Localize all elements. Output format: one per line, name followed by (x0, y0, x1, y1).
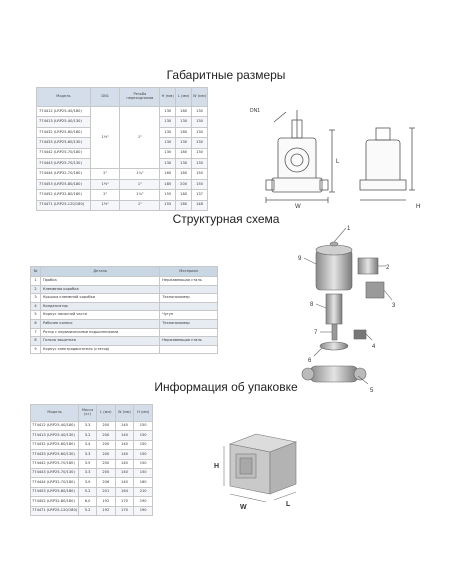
cell-model: 774452 (LRP32-80/180) (31, 497, 79, 506)
callout-4: 4 (372, 344, 376, 350)
col-header: W (мм) (192, 88, 208, 107)
cell-material: Технополимер (160, 294, 218, 303)
cell-w: 150 (192, 169, 208, 179)
cell-model: 774453 (LRP25-80/180) (31, 487, 79, 496)
callout-7: 7 (314, 330, 318, 336)
table-row (31, 506, 153, 515)
cell-w: 164 (115, 487, 134, 496)
cell-material: Нержавеющая сталь (160, 277, 218, 286)
cell-model: 774442 (LRP25-70/180) (31, 459, 79, 468)
table-row (31, 487, 153, 496)
cell-dn1: 2" (90, 190, 120, 200)
cell-material (160, 302, 218, 311)
cell-material: Технополимер (160, 319, 218, 328)
cell-thread: 1¼" (120, 169, 160, 179)
structure-title: Структурная схема (172, 212, 280, 226)
box-h-label: H (214, 463, 220, 470)
cell-mass: 6.0 (79, 497, 97, 506)
cell-w: 130 (192, 117, 208, 127)
cell-model: 774412 (LRP25-40/180) (31, 422, 79, 431)
cell-mass: 3.5 (79, 459, 97, 468)
cell-num: 1 (31, 277, 41, 286)
table-row (37, 169, 208, 179)
col-header: DN1 (90, 88, 120, 107)
cell-num: 3 (31, 294, 41, 303)
cell-thread: 1" (120, 200, 160, 210)
box-w-label: W (240, 504, 247, 510)
cell-thread-group: 1" (120, 107, 160, 169)
cell-num: 9 (31, 345, 41, 354)
cell-h: 130 (160, 158, 176, 168)
cell-h: 155 (160, 200, 176, 210)
dimensions-table (36, 87, 208, 211)
cell-mass: 5.2 (79, 487, 97, 496)
cell-mass: 5.2 (79, 506, 97, 515)
cell-l: 201 (96, 487, 115, 496)
cell-model: 774442 (LRP25-70/180) (37, 148, 91, 158)
cell-h: 150 (134, 422, 153, 431)
cell-w: 140 (115, 440, 134, 449)
callout-8: 8 (310, 302, 314, 308)
cell-dn1-group: 1½" (90, 107, 120, 169)
structure-table (30, 266, 218, 354)
cell-thread: 1" (120, 179, 160, 189)
table-row (31, 345, 218, 354)
package-box-drawing (200, 430, 310, 510)
packing-title: Информация об упаковке (154, 380, 298, 394)
cell-thread: 1¼" (120, 190, 160, 200)
cell-part: Крышка клеммной коробки (40, 294, 159, 303)
cell-h: 130 (160, 127, 176, 137)
cell-part: Клеммная коробка (40, 285, 159, 294)
cell-part: Корпус электродвигателя (статор) (40, 345, 159, 354)
h-label: H (416, 204, 421, 210)
cell-h: 185 (160, 179, 176, 189)
cell-h: 150 (134, 459, 153, 468)
cell-model: 774452 (LRP32-80/180) (37, 190, 91, 200)
cell-num: 4 (31, 302, 41, 311)
table-header-row (31, 405, 153, 422)
w-label: W (295, 204, 301, 210)
col-header: H (мм) (134, 405, 153, 422)
cell-w: 140 (115, 431, 134, 440)
col-header: Резьба переходников (120, 88, 160, 107)
cell-l: 200 (96, 459, 115, 468)
table-row (31, 450, 153, 459)
table-row (31, 440, 153, 449)
cell-w: 130 (192, 148, 208, 158)
cell-w: 140 (115, 468, 134, 477)
table-row (31, 478, 153, 487)
table-row (31, 328, 218, 337)
cell-mass: 3.9 (79, 478, 97, 487)
cell-l: 200 (96, 440, 115, 449)
col-header: Деталь (40, 267, 159, 277)
cell-l: 200 (96, 450, 115, 459)
cell-h: 130 (160, 138, 176, 148)
cell-num: 5 (31, 311, 41, 320)
cell-w: 130 (192, 138, 208, 148)
callout-9: 9 (298, 256, 302, 262)
box-l-label: L (286, 501, 291, 508)
table-row (31, 459, 153, 468)
table-row (37, 179, 208, 189)
col-header: Модель (31, 405, 79, 422)
cell-material: Чугун (160, 311, 218, 320)
table-header-row (31, 267, 218, 277)
cell-model: 774433 (LRP25-60/130) (37, 138, 91, 148)
table-row (31, 302, 218, 311)
cell-l: 180 (176, 107, 192, 117)
col-header: H (мм) (160, 88, 176, 107)
table-row (37, 190, 208, 200)
callout-5: 5 (370, 388, 374, 394)
packing-table (30, 404, 153, 516)
cell-l: 180 (176, 190, 192, 200)
callout-3: 3 (392, 303, 396, 309)
cell-l: 200 (96, 422, 115, 431)
cell-material (160, 285, 218, 294)
cell-part: Пробка (40, 277, 159, 286)
cell-mass: 3.2 (79, 431, 97, 440)
cell-num: 8 (31, 337, 41, 346)
table-row (31, 337, 218, 346)
cell-h: 150 (134, 440, 153, 449)
cell-l: 180 (176, 169, 192, 179)
cell-part: Рабочее колесо (40, 319, 159, 328)
cell-part: Ротор с керамическими подшипниками (40, 328, 159, 337)
cell-w: 140 (115, 459, 134, 468)
cell-model: 774471 (LRP25-120/180) (37, 200, 91, 210)
callout-1: 1 (347, 226, 351, 232)
cell-h: 150 (134, 450, 153, 459)
table-row (31, 422, 153, 431)
table-row (37, 107, 208, 117)
cell-h: 150 (134, 431, 153, 440)
cell-dn1: 2" (90, 169, 120, 179)
table-row (31, 311, 218, 320)
cell-model: 774443 (LRP25-70/130) (37, 158, 91, 168)
col-header: L (мм) (96, 405, 115, 422)
table-row (31, 277, 218, 286)
pump-dimension-drawing (236, 100, 436, 210)
cell-model: 774432 (LRP25-60/180) (37, 127, 91, 137)
cell-num: 2 (31, 285, 41, 294)
dimensions-title: Габаритные размеры (166, 68, 286, 82)
cell-l: 130 (176, 117, 192, 127)
table-row (31, 431, 153, 440)
cell-w: 140 (115, 450, 134, 459)
cell-dn1: 1½" (90, 200, 120, 210)
cell-material: Нержавеющая сталь (160, 337, 218, 346)
cell-w: 130 (192, 107, 208, 117)
cell-w: 130 (192, 127, 208, 137)
cell-l: 200 (176, 179, 192, 189)
col-header: Масса (кг) (79, 405, 97, 422)
cell-l: 130 (176, 158, 192, 168)
cell-h: 190 (134, 497, 153, 506)
cell-model: 774453 (LRP25-80/180) (37, 179, 91, 189)
col-header: W (мм) (115, 405, 134, 422)
cell-w: 170 (115, 497, 134, 506)
col-header: № (31, 267, 41, 277)
cell-mass: 3.3 (79, 450, 97, 459)
table-row (31, 468, 153, 477)
table-row (31, 497, 153, 506)
cell-l: 192 (96, 497, 115, 506)
cell-h: 150 (134, 468, 153, 477)
callout-6: 6 (308, 358, 312, 364)
cell-l: 180 (176, 127, 192, 137)
cell-l: 206 (96, 478, 115, 487)
cell-l: 130 (176, 138, 192, 148)
cell-model: 774413 (LRP25-40/130) (37, 117, 91, 127)
cell-part: Конденсатор (40, 302, 159, 311)
col-header: Материал (160, 267, 218, 277)
cell-mass: 3.4 (79, 440, 97, 449)
callout-2: 2 (386, 265, 390, 271)
cell-mass: 3.3 (79, 422, 97, 431)
table-row (31, 294, 218, 303)
cell-model: 774471 (LRP25-120/180) (31, 506, 79, 515)
cell-l: 200 (96, 468, 115, 477)
table-row (37, 200, 208, 210)
table-row (31, 319, 218, 328)
cell-mass: 3.3 (79, 468, 97, 477)
l-label: L (336, 159, 340, 165)
cell-model: 774443 (LRP25-70/130) (31, 468, 79, 477)
cell-model: 774432 (LRP25-60/180) (31, 440, 79, 449)
cell-h: 160 (134, 478, 153, 487)
cell-material (160, 328, 218, 337)
cell-num: 7 (31, 328, 41, 337)
cell-l: 180 (176, 148, 192, 158)
cell-h: 210 (134, 487, 153, 496)
cell-w: 140 (115, 478, 134, 487)
col-header: Модель (37, 88, 91, 107)
col-header: L (мм) (176, 88, 192, 107)
cell-w: 150 (192, 179, 208, 189)
cell-h: 160 (160, 169, 176, 179)
cell-num: 6 (31, 319, 41, 328)
cell-part: Гильза защитная (40, 337, 159, 346)
cell-model: 774412 (LRP25-40/180) (37, 107, 91, 117)
cell-h: 155 (160, 190, 176, 200)
cell-w: 140 (115, 422, 134, 431)
dn1-label: DN1 (250, 108, 261, 114)
cell-model: 774444 (LRP32-70/180) (37, 169, 91, 179)
cell-l: 192 (96, 506, 115, 515)
cell-w: 148 (192, 200, 208, 210)
cell-model: 774413 (LRP25-40/130) (31, 431, 79, 440)
cell-l: 200 (96, 431, 115, 440)
cell-part: Корпус насосной части (40, 311, 159, 320)
cell-h: 130 (160, 148, 176, 158)
cell-h: 130 (160, 107, 176, 117)
table-row (31, 285, 218, 294)
pump-exploded-diagram (286, 224, 404, 396)
cell-material (160, 345, 218, 354)
cell-model: 774444 (LRP32-70/180) (31, 478, 79, 487)
cell-dn1: 1½" (90, 179, 120, 189)
cell-w: 137 (192, 190, 208, 200)
cell-w: 170 (115, 506, 134, 515)
cell-h: 130 (160, 117, 176, 127)
cell-l: 180 (176, 200, 192, 210)
table-header-row (37, 88, 208, 107)
cell-h: 190 (134, 506, 153, 515)
cell-w: 130 (192, 158, 208, 168)
cell-model: 774433 (LRP25-60/130) (31, 450, 79, 459)
